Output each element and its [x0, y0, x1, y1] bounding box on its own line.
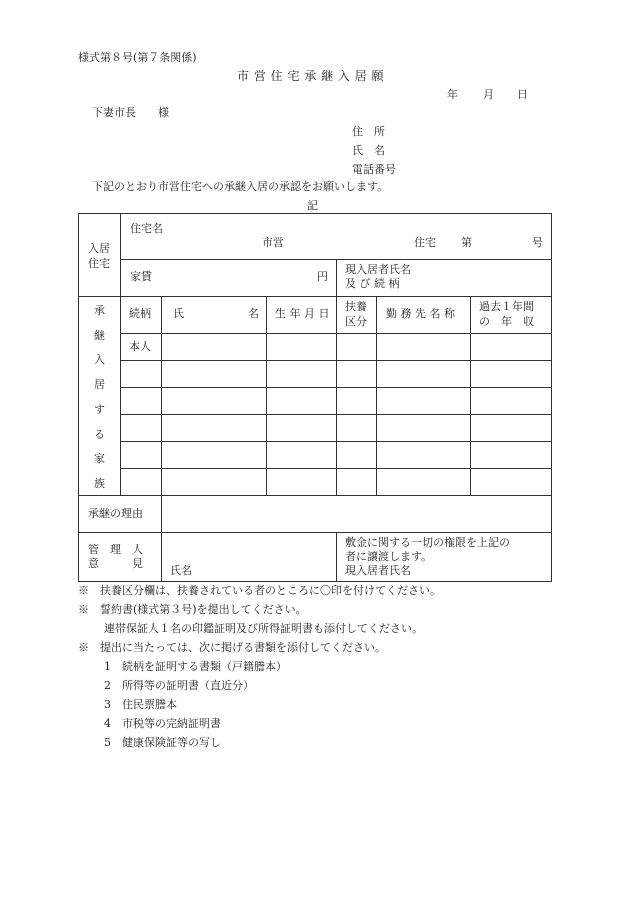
relation-cell[interactable] — [121, 334, 162, 361]
housing-name-cell[interactable] — [121, 214, 552, 260]
manager-name-label: 氏名 — [170, 564, 192, 577]
name-header-a: 氏 — [173, 307, 184, 320]
income-header — [471, 297, 552, 334]
birthdate-cell[interactable] — [267, 334, 337, 361]
birthdate-cell[interactable] — [267, 361, 337, 388]
intro-text: 下記のとおり市営住宅への承継入居の承認をお願いします。 — [92, 180, 389, 193]
employer-cell[interactable] — [377, 388, 471, 415]
ki-label: 記 — [307, 199, 318, 212]
table-row — [79, 415, 552, 442]
employer-cell[interactable] — [377, 361, 471, 388]
note-pledge: ※ 誓約書(様式第３号)を提出してください。 — [78, 603, 307, 616]
dependent-cell[interactable] — [337, 469, 377, 496]
first-relation: 本人 — [129, 340, 151, 353]
document-item-2: 2 所得等の証明書（直近分） — [104, 679, 254, 692]
dependent-header-2: 区分 — [345, 315, 367, 328]
family-label-char: 入 — [94, 353, 105, 367]
applicant-address-label: 住 所 — [352, 125, 385, 138]
family-label-char: る — [94, 427, 105, 441]
document-item-3: 3 住民票謄本 — [104, 698, 177, 711]
rent-cell[interactable] — [121, 260, 337, 297]
applicant-phone-label: 電話番号 — [352, 163, 396, 176]
dependent-header-1: 扶養 — [345, 300, 367, 313]
housing-name-label: 住宅名 — [130, 222, 163, 235]
yen-label: 円 — [317, 270, 328, 283]
transfer-cell[interactable] — [337, 533, 552, 582]
application-table — [78, 213, 552, 582]
note-guarantor: 連帯保証人１名の印鑑証明及び所得証明書も添付してください。 — [104, 622, 423, 635]
form-title: 市 営 住 宅 承 継 入 居 願 — [237, 69, 385, 83]
family-label — [79, 305, 120, 489]
transfer-text-2: 者に譲渡します。 — [345, 550, 433, 563]
family-label-char: 承 — [94, 304, 105, 317]
income-cell[interactable] — [471, 415, 552, 442]
birthdate-cell[interactable] — [267, 469, 337, 496]
employer-cell[interactable] — [377, 442, 471, 469]
birthdate-cell[interactable] — [267, 388, 337, 415]
table-row — [79, 388, 552, 415]
family-label-char: す — [94, 402, 105, 416]
family-label-char: 族 — [94, 476, 105, 490]
family-label-char: 居 — [94, 378, 105, 392]
transfer-text-1: 敷金に関する一切の権限を上記の — [345, 536, 510, 549]
date-day: 日 — [517, 88, 528, 101]
table-row — [79, 442, 552, 469]
dai-label: 第 — [461, 236, 472, 249]
income-cell[interactable] — [471, 388, 552, 415]
document-item-4: 4 市税等の完納証明書 — [104, 717, 221, 730]
rent-label: 家賃 — [130, 270, 152, 283]
employer-cell[interactable] — [377, 415, 471, 442]
employer-cell[interactable] — [377, 469, 471, 496]
manager-label-cell — [79, 533, 162, 582]
income-cell[interactable] — [471, 334, 552, 361]
birthdate-header-label: 生 年 月 日 — [275, 307, 330, 320]
document-item-5: 5 健康保険証等の写し — [104, 736, 221, 749]
housing-label-1: 入居 — [88, 242, 110, 255]
employer-header — [377, 297, 471, 334]
family-label-char: 家 — [94, 452, 105, 466]
current-resident-label-2: 及 び 続 柄 — [345, 277, 400, 290]
name-cell[interactable] — [162, 415, 267, 442]
name-cell[interactable] — [162, 334, 267, 361]
note-dependent: ※ 扶養区分欄は、扶養されている者のところに〇印を付けてください。 — [78, 584, 441, 597]
form-id: 様式第８号(第７条関係) — [78, 51, 197, 64]
income-header-1: 過去１年間 — [479, 300, 534, 313]
table-row — [79, 361, 552, 388]
city-housing-label: 市営 — [262, 236, 284, 249]
income-cell[interactable] — [471, 442, 552, 469]
family-label-cell — [79, 297, 121, 496]
relation-cell[interactable] — [121, 469, 162, 496]
manager-opinion-cell[interactable] — [162, 533, 337, 582]
table-row — [79, 469, 552, 496]
name-cell[interactable] — [162, 469, 267, 496]
addressee: 下妻市長 様 — [92, 106, 169, 119]
income-cell[interactable] — [471, 469, 552, 496]
note-attachments: ※ 提出に当たっては、次に掲げる書類を添付してください。 — [78, 641, 386, 654]
name-header — [162, 297, 267, 334]
employer-cell[interactable] — [377, 334, 471, 361]
income-header-2: の 年 収 — [479, 315, 534, 328]
reason-cell[interactable] — [162, 496, 552, 533]
name-header-b: 名 — [248, 307, 259, 320]
housing-label-cell — [79, 214, 121, 297]
birthdate-cell[interactable] — [267, 415, 337, 442]
dependent-header — [337, 297, 377, 334]
applicant-name-label: 氏 名 — [352, 144, 385, 157]
name-cell[interactable] — [162, 388, 267, 415]
housing-label-2: 住宅 — [88, 257, 110, 270]
family-label-char: 継 — [94, 328, 105, 342]
current-resident-label-1: 現入居者氏名 — [345, 263, 411, 276]
relation-cell[interactable] — [121, 361, 162, 388]
dependent-cell[interactable] — [337, 388, 377, 415]
dependent-cell[interactable] — [337, 442, 377, 469]
income-cell[interactable] — [471, 361, 552, 388]
birthdate-header — [267, 297, 337, 334]
date-year: 年 — [447, 88, 458, 101]
manager-label-1: 管 理 人 — [88, 543, 143, 556]
dependent-cell[interactable] — [337, 415, 377, 442]
employer-header-label: 勤 務 先 名 称 — [386, 307, 455, 320]
relation-cell[interactable] — [121, 415, 162, 442]
reason-label: 承継の理由 — [88, 507, 143, 520]
relation-cell[interactable] — [121, 442, 162, 469]
name-cell[interactable] — [162, 442, 267, 469]
current-resident-cell[interactable] — [337, 260, 552, 297]
gou-label: 号 — [532, 236, 543, 249]
dependent-cell[interactable] — [337, 361, 377, 388]
jutaku-label: 住宅 — [414, 236, 436, 249]
relation-header-label: 続柄 — [129, 307, 151, 320]
relation-cell[interactable] — [121, 388, 162, 415]
document-item-1: 1 続柄を証明する書類（戸籍謄本） — [104, 660, 287, 673]
birthdate-cell[interactable] — [267, 442, 337, 469]
dependent-cell[interactable] — [337, 334, 377, 361]
reason-label-cell — [79, 496, 162, 533]
table-row — [79, 334, 552, 361]
relation-header — [121, 297, 162, 334]
transfer-name-label: 現入居者氏名 — [345, 564, 411, 577]
date-month: 月 — [483, 88, 494, 101]
manager-label-2: 意 見 — [88, 557, 143, 570]
name-cell[interactable] — [162, 361, 267, 388]
